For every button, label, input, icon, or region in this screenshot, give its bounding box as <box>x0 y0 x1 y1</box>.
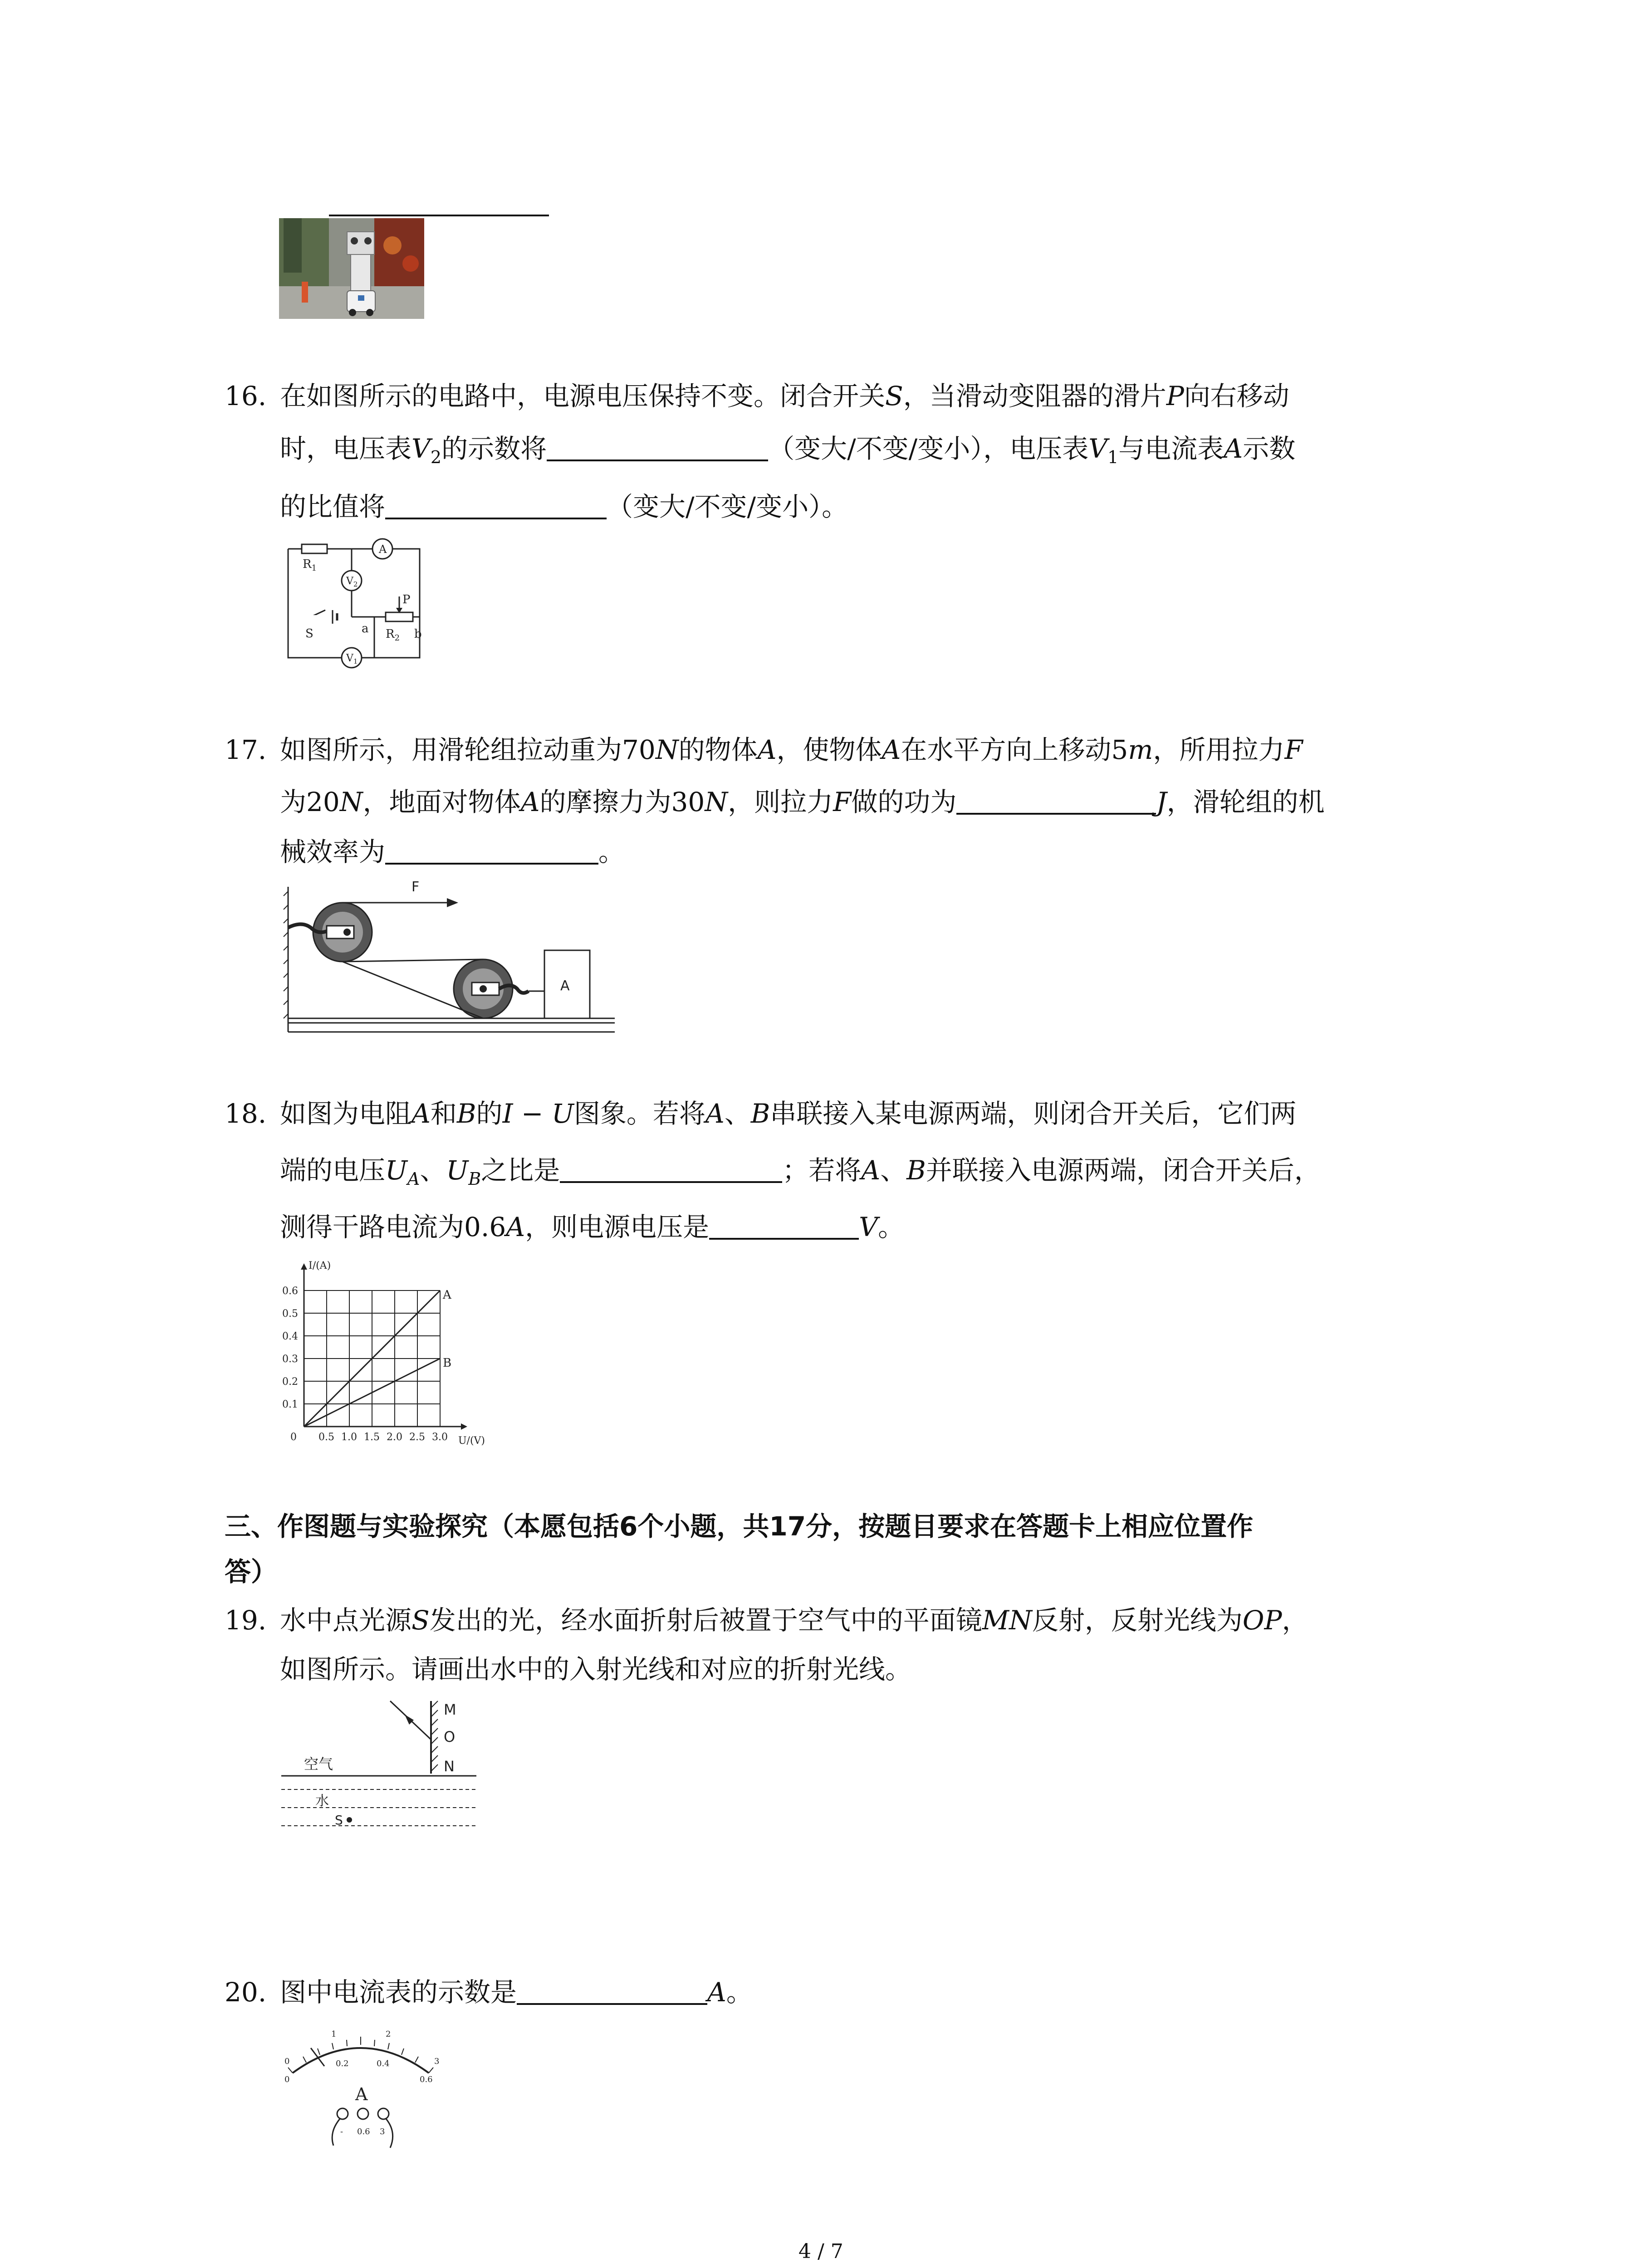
refraction-diagram <box>281 1696 485 1851</box>
pulley-diagram <box>284 878 615 1041</box>
y-tick-label: 0.3 <box>282 1354 298 1365</box>
svg-text:R1: $R_1$ <box>303 557 317 573</box>
answer-blank[interactable] <box>956 787 1156 815</box>
answer-blank[interactable] <box>547 433 768 461</box>
svg-text:F: F <box>411 879 420 895</box>
x-tick-label: 0 <box>290 1432 297 1443</box>
svg-text:O: O <box>444 1728 456 1745</box>
x-axis-arrow <box>461 1423 467 1430</box>
svg-text:0: 0 <box>284 2075 290 2084</box>
question-text-line: 测得干路电流为0.6A，则电源电压是 V。 <box>280 1212 905 1242</box>
page-number: 4 / 7 <box>798 2240 843 2263</box>
y-tick-label: 0.6 <box>282 1286 298 1297</box>
svg-text:a: a <box>362 622 369 635</box>
y-axis-label: I/(A) <box>309 1260 331 1271</box>
svg-text:0.2: 0.2 <box>336 2059 349 2068</box>
svg-text:R2: $R_2$ <box>386 627 400 643</box>
robot-photo <box>279 218 424 319</box>
svg-text:3: 3 <box>434 2057 440 2066</box>
y-tick-label: 0.2 <box>282 1376 298 1388</box>
circuit-diagram <box>284 535 429 667</box>
y-axis-arrow <box>301 1263 307 1270</box>
svg-text:M: M <box>444 1701 456 1718</box>
ammeter-diagram <box>274 2009 447 2155</box>
svg-text:N: N <box>444 1758 455 1775</box>
iu-chart <box>277 1250 513 1454</box>
svg-text:A: A <box>560 978 570 994</box>
x-tick-label: 1.0 <box>341 1432 357 1443</box>
svg-text:P: P <box>402 593 411 606</box>
svg-text:A: A <box>379 543 387 556</box>
section-heading: 答） <box>225 1556 278 1587</box>
x-tick-label: 3.0 <box>432 1432 448 1443</box>
answer-blank[interactable] <box>560 1155 782 1183</box>
question-number: 18. <box>225 1098 267 1129</box>
svg-text:2: 2 <box>386 2029 391 2039</box>
x-tick-label: 2.5 <box>409 1432 425 1443</box>
series-label-A: A <box>443 1288 451 1302</box>
question-number: 20. <box>225 1977 267 2008</box>
answer-blank[interactable] <box>385 491 607 519</box>
svg-text:0.6: 0.6 <box>420 2075 433 2084</box>
question-text-line: 如图所示，用滑轮组拉动重为70N的物体A，使物体A在水平方向上移动5m，所用拉力F <box>280 734 1303 765</box>
answer-blank[interactable] <box>517 1977 707 2005</box>
svg-text:0.6: 0.6 <box>357 2127 370 2136</box>
svg-text:-: - <box>340 2127 343 2136</box>
svg-text:3: 3 <box>380 2127 385 2136</box>
svg-text:空气: 空气 <box>304 1755 333 1773</box>
question-text-line: 水中点光源S发出的光，经水面折射后被置于空气中的平面镜MN反射，反射光线为OP， <box>280 1605 1308 1636</box>
series-label-B: B <box>443 1356 452 1370</box>
x-tick-label: 1.5 <box>364 1432 380 1443</box>
answer-blank[interactable] <box>709 1212 859 1240</box>
y-tick-label: 0.1 <box>282 1399 298 1410</box>
x-tick-label: 2.0 <box>387 1432 402 1443</box>
question-text-line: 械效率为 。 <box>280 836 625 867</box>
section-heading: 三、作图题与实验探究（本愿包括6个小题，共17分，按题目要求在答题卡上相应位置作 <box>225 1511 1254 1542</box>
svg-text:A: A <box>355 2084 368 2104</box>
question-number: 16. <box>225 381 267 411</box>
question-text-line: 在如图所示的电路中，电源电压保持不变。闭合开关S，当滑动变阻器的滑片P向右移动 <box>280 381 1289 411</box>
question-text-line: 为20N，地面对物体A的摩擦力为30N，则拉力F做的功为 J，滑轮组的机 <box>280 787 1325 817</box>
question-text-line: 的比值将 （变大/不变/变小）。 <box>280 491 848 522</box>
question-number: 17. <box>225 734 267 765</box>
question-text-line: 端的电压$U_A$、$U_B$之比是 ；若将A、B并联接入电源两端，闭合开关后， <box>280 1155 1321 1189</box>
x-axis-label: U/(V) <box>458 1435 485 1447</box>
x-tick-label: 0.5 <box>318 1432 334 1443</box>
question-text-line: 图中电流表的示数是 A。 <box>280 1977 753 2008</box>
question-number: 19. <box>225 1605 267 1636</box>
svg-text:V2: $V_2$ <box>346 576 358 588</box>
svg-text:S: S <box>305 627 314 640</box>
question-text-line: 如图所示。请画出水中的入射光线和对应的折射光线。 <box>280 1654 912 1685</box>
svg-text:0: 0 <box>284 2057 290 2066</box>
y-tick-label: 0.4 <box>282 1331 298 1342</box>
svg-text:V1: $V_1$ <box>346 653 358 665</box>
svg-text:水: 水 <box>315 1793 329 1809</box>
question-text-line: 如图为电阻A和B的I − U图象。若将A、B串联接入某电源两端，则闭合开关后，它们两 <box>280 1098 1297 1129</box>
question-text-line: 时，电压表$V_2$的示数将 （变大/不变/变小），电压表$V_1$与电流表A示数 <box>280 433 1296 467</box>
svg-text:S: S <box>335 1813 343 1828</box>
answer-blank[interactable] <box>385 836 598 865</box>
svg-text:b: b <box>414 627 422 641</box>
svg-text:1: 1 <box>331 2029 337 2039</box>
y-tick-label: 0.5 <box>282 1308 298 1320</box>
answer-blank <box>329 215 549 216</box>
svg-text:0.4: 0.4 <box>377 2059 390 2068</box>
